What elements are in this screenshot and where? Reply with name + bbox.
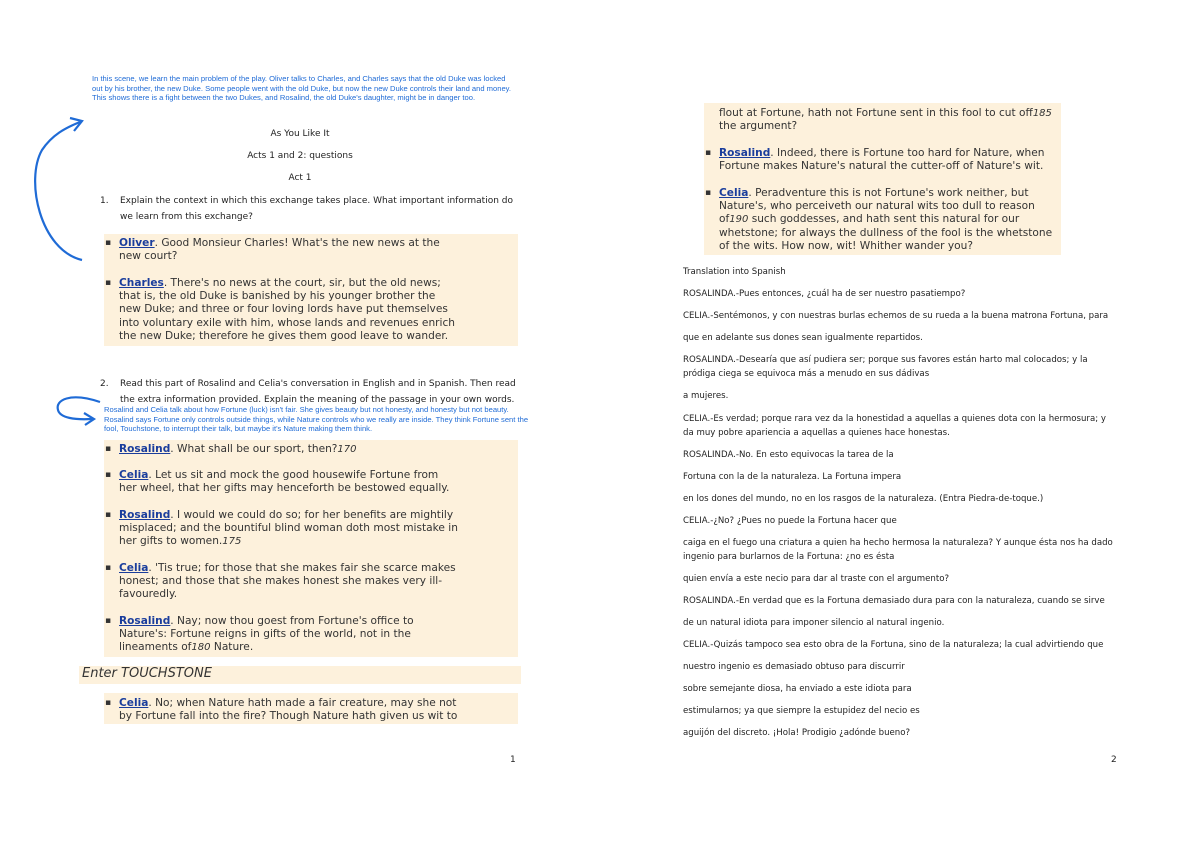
dialogue-entry	[705, 187, 1059, 253]
dialogue-entry	[105, 562, 459, 602]
spanish-line: ingenio para burlarnos de la Fortuna: ¿no es ésta	[683, 552, 895, 562]
act-heading: Act 1	[288, 173, 312, 183]
dialogue-line: . Indeed, there is Fortune too hard for Nature, when Fortune makes Nature's natural the cutter-off of Nature's wit.	[719, 147, 1045, 173]
dialogue-line-tail: such goddesses, and hath sent this natural for our whetstone; for always the dullness of the fool is the whetstone of the wits. How now, wit! Whither wander you?	[719, 213, 1053, 252]
dialogue-line: . 'Tis true; for those that she makes fair she scarce makes honest; and those that she makes honest she makes very ill-favouredly.	[119, 562, 456, 601]
bullet: ▪	[105, 470, 112, 480]
dialogue-line: . Peradventure this is not Fortune's work neither, but Nature's, who perceiveth our natural wits too dull to reason of	[719, 187, 1035, 226]
spanish-line: que en adelante sus dones sean igualmente repartidos.	[683, 333, 923, 343]
spanish-line: aguijón del discreto. ¡Hola! Prodigio ¿adónde bueno?	[683, 728, 911, 738]
spanish-line: nuestro ingenio es demasiado obtuso para discurrir	[683, 662, 905, 672]
dialogue-entry	[105, 697, 464, 723]
bullet: ▪	[105, 616, 112, 626]
spanish-line: en los dones del mundo, no en los rasgos de la naturaleza. (Entra Piedra-de-toque.)	[683, 494, 1044, 504]
spanish-line: estimularnos; ya que siempre la estupidez del necio es	[683, 706, 920, 716]
spanish-line: ROSALINDA.-En verdad que es la Fortuna demasiado dura para con la naturaleza, cuando se sirve	[683, 596, 1105, 606]
dialogue-continuation	[719, 107, 1059, 133]
dialogue-entry	[105, 277, 459, 343]
dialogue-entry	[105, 237, 459, 263]
line-number: 185	[1032, 108, 1052, 119]
dialogue-line: flout at Fortune, hath not Fortune sent in this fool to cut off	[719, 107, 1033, 119]
dialogue-line: . Nay; now thou goest from Fortune's office to Nature's: Fortune reigns in gifts of the world, not in the lineaments of	[119, 615, 414, 654]
bullet: ▪	[105, 278, 112, 288]
bullet: ▪	[705, 148, 712, 158]
bullet: ▪	[105, 510, 112, 520]
dialogue-line: . Good Monsieur Charles! What's the new news at the new court?	[119, 237, 440, 263]
speaker-name: Charles	[119, 277, 164, 289]
dialogue-entry	[105, 469, 459, 495]
speaker-name: Celia	[119, 469, 149, 481]
spanish-line: CELIA.-Es verdad; porque rara vez da la honestidad a aquellas a quienes dota con la hermosura; y	[683, 414, 1106, 424]
speaker-name: Oliver	[119, 237, 155, 249]
dialogue-line-tail: Nature.	[213, 641, 254, 654]
bullet: ▪	[705, 188, 712, 198]
speaker-name: Celia	[119, 562, 149, 574]
annotation-note-mid: Rosalind and Celia talk about how Fortune (luck) isn't fair. She gives beauty but not honesty, and honesty but not beauty. Rosalind says Fortune only controls outside things, while Nature controls who we really are inside. They think Fortune sent the fool, Touchstone, to interrupt their talk, but maybe it's Nature making them think.	[104, 405, 529, 434]
dialogue-entry	[105, 509, 459, 549]
page-number: 1	[510, 755, 516, 765]
spanish-line: de un natural idiota para imponer silencio al natural ingenio.	[683, 618, 945, 628]
doc-subtitle: Acts 1 and 2: questions	[247, 151, 353, 161]
spanish-line: ROSALINDA.-No. En esto equivocas la tarea de la	[683, 450, 894, 460]
spanish-line: a mujeres.	[683, 391, 729, 401]
spanish-line: CELIA.-¿No? ¿Pues no puede la Fortuna hacer que	[683, 516, 897, 526]
speaker-name: Rosalind	[119, 443, 171, 455]
speaker-name: Rosalind	[119, 509, 171, 521]
spanish-line: ROSALINDA.-Desearía que así pudiera ser; porque sus favores están harto mal colocados; y la	[683, 355, 1088, 365]
bullet: ▪	[105, 238, 112, 248]
dialogue-line: . There's no news at the court, sir, but the old news; that is, the old Duke is banished by his younger brother the new Duke; and three or four loving lords have put themselves into voluntary exile with him, whose lands and revenues enrich the new Duke; therefore he gives them good leave to wander.	[119, 277, 455, 342]
bullet: ▪	[105, 698, 112, 708]
spanish-line: CELIA.-Quizás tampoco sea esto obra de la Fortuna, sino de la naturaleza; la cual advirtiendo que	[683, 640, 1104, 650]
question-text: Read this part of Rosalind and Celia's conversation in English and in Spanish. Then read the extra information provided. Explain the meaning of the passage in your own words.	[120, 379, 516, 405]
line-number: 170	[337, 444, 357, 455]
spanish-line: da muy pobre apariencia a aquellas a quienes hace honestas.	[683, 428, 950, 438]
speaker-name: Celia	[119, 697, 149, 709]
question-2	[100, 376, 520, 408]
line-number: 190	[729, 214, 749, 226]
dialogue-line: . I would we could do so; for her benefits are mightily misplaced; and the bountiful blind woman doth most mistake in her gifts to women.	[119, 509, 458, 548]
dialogue-entry	[105, 615, 464, 655]
speaker-name: Rosalind	[719, 147, 771, 159]
spanish-line: caiga en el fuego una criatura a quien ha hecho hermosa la naturaleza? Y aunque ésta nos ha dado	[683, 538, 1113, 548]
annotation-note-top: In this scene, we learn the main problem of the play. Oliver talks to Charles, and Charles says that the old Duke was locked out by his brother, the new Duke. Some people went with the old Duke, but now the new Duke controls their land and money. This shows there is a fight between the two Dukes, and Rosalind, the old Duke's daughter, might be in danger too.	[92, 74, 512, 103]
dialogue-line: . Let us sit and mock the good housewife Fortune from her wheel, that her gifts may henceforth be bestowed equally.	[119, 469, 450, 495]
play-title: As You Like It	[270, 129, 330, 139]
question-1	[100, 193, 520, 225]
dialogue-line: . No; when Nature hath made a fair creature, may she not by Fortune fall into the fire? Though Nature hath given us wit to	[119, 697, 458, 723]
question-number: 1.	[100, 196, 109, 206]
page-number: 2	[1111, 755, 1117, 765]
speaker-name: Celia	[719, 187, 749, 199]
spanish-line: quien envía a este necio para dar al traste con el argumento?	[683, 574, 950, 584]
dialogue-entry	[105, 443, 459, 456]
dialogue-line: . What shall be our sport, then?	[170, 443, 338, 455]
bullet: ▪	[105, 444, 112, 454]
spanish-line: CELIA.-Sentémonos, y con nuestras burlas echemos de su rueda a la buena matrona Fortuna, para	[683, 311, 1109, 321]
bullet: ▪	[105, 563, 112, 573]
line-number: 180	[191, 642, 211, 654]
line-number: 175	[222, 536, 242, 548]
spanish-line: ROSALINDA.-Pues entonces, ¿cuál ha de ser nuestro pasatiempo?	[683, 289, 966, 299]
question-text: Explain the context in which this exchange takes place. What important information do we learn from this exchange?	[120, 196, 513, 222]
speaker-name: Rosalind	[119, 615, 171, 627]
question-number: 2.	[100, 379, 109, 389]
dialogue-entry	[705, 147, 1059, 173]
stage-direction: Enter TOUCHSTONE	[79, 666, 521, 684]
translation-heading: Translation into Spanish	[683, 267, 786, 277]
spanish-line: Fortuna con la de la naturaleza. La Fortuna impera	[683, 472, 902, 482]
dialogue-line-tail: the argument?	[719, 120, 798, 133]
spanish-line: sobre semejante diosa, ha enviado a este idiota para	[683, 684, 912, 694]
spanish-line: pródiga ciega se equivoca más a menudo en sus dádivas	[683, 369, 930, 379]
